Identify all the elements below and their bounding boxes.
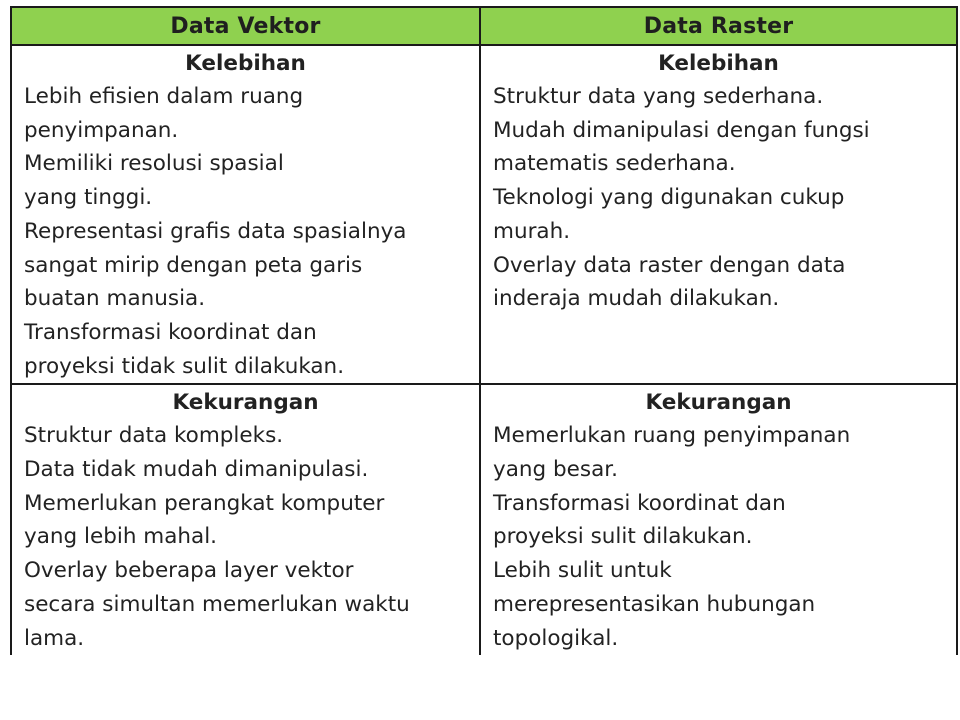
vector-advantage-line: sangat mirip dengan peta garis — [24, 252, 363, 278]
vector-advantage-line: penyimpanan. — [24, 117, 179, 143]
raster-disadvantage-line: yang besar. — [493, 457, 618, 483]
vector-advantage-line: Representasi grafis data spasialnya — [24, 218, 407, 244]
advantages-row — [11, 45, 957, 384]
vector-disadvantage-line: Data tidak mudah dimanipulasi. — [24, 457, 369, 483]
vector-disadvantage-line: secara simultan memerlukan waktu — [24, 591, 410, 617]
vector-advantage-line: Transformasi koordinat dan — [24, 319, 317, 345]
vector-advantage-line: proyeksi tidak sulit dilakukan. — [24, 353, 345, 379]
comparison-table — [10, 6, 958, 655]
raster-advantage-line: inderaja mudah dilakukan. — [493, 286, 780, 312]
raster-advantages-cell — [480, 45, 957, 384]
vector-advantages-cell — [11, 45, 480, 384]
header-data-raster: Data Raster — [480, 7, 957, 45]
raster-disadvantages-title: Kekurangan — [645, 390, 792, 416]
raster-disadvantage-line: Memerlukan ruang penyimpanan — [493, 423, 851, 449]
header-row — [11, 7, 957, 45]
raster-disadvantage-line: Lebih sulit untuk — [493, 558, 672, 584]
raster-advantage-line: Teknologi yang digunakan cukup — [493, 185, 845, 211]
raster-advantage-line: Mudah dimanipulasi dengan fungsi — [493, 117, 870, 143]
vector-disadvantage-line: Memerlukan perangkat komputer — [24, 490, 385, 516]
raster-advantage-line: matematis sederhana. — [493, 151, 736, 177]
vector-advantage-line: yang tinggi. — [24, 185, 153, 211]
vector-advantage-line: Memiliki resolusi spasial — [24, 151, 284, 177]
vector-disadvantage-line: lama. — [24, 625, 85, 651]
header-data-vektor: Data Vektor — [11, 7, 480, 45]
vector-advantage-line: Lebih efisien dalam ruang — [24, 84, 304, 109]
raster-disadvantage-line: proyeksi sulit dilakukan. — [493, 524, 753, 550]
raster-advantage-line: Struktur data yang sederhana. — [493, 84, 824, 109]
raster-disadvantage-line: Transformasi koordinat dan — [493, 490, 786, 516]
vector-disadvantage-line: Struktur data kompleks. — [24, 423, 284, 449]
raster-advantage-line: Overlay data raster dengan data — [493, 252, 846, 278]
vector-disadvantages-cell — [11, 384, 480, 655]
disadvantages-row — [11, 384, 957, 655]
vector-advantage-line: buatan manusia. — [24, 286, 206, 312]
vector-disadvantages-title: Kekurangan — [172, 390, 319, 416]
raster-advantage-line: murah. — [493, 218, 571, 244]
raster-disadvantages-cell — [480, 384, 957, 655]
vector-disadvantage-line: Overlay beberapa layer vektor — [24, 558, 354, 584]
vector-advantages-title: Kelebihan — [185, 51, 306, 76]
raster-disadvantage-line: topologikal. — [493, 625, 619, 651]
vector-disadvantage-line: yang lebih mahal. — [24, 524, 218, 550]
raster-advantages-title: Kelebihan — [658, 51, 779, 76]
raster-disadvantage-line: merepresentasikan hubungan — [493, 591, 816, 617]
